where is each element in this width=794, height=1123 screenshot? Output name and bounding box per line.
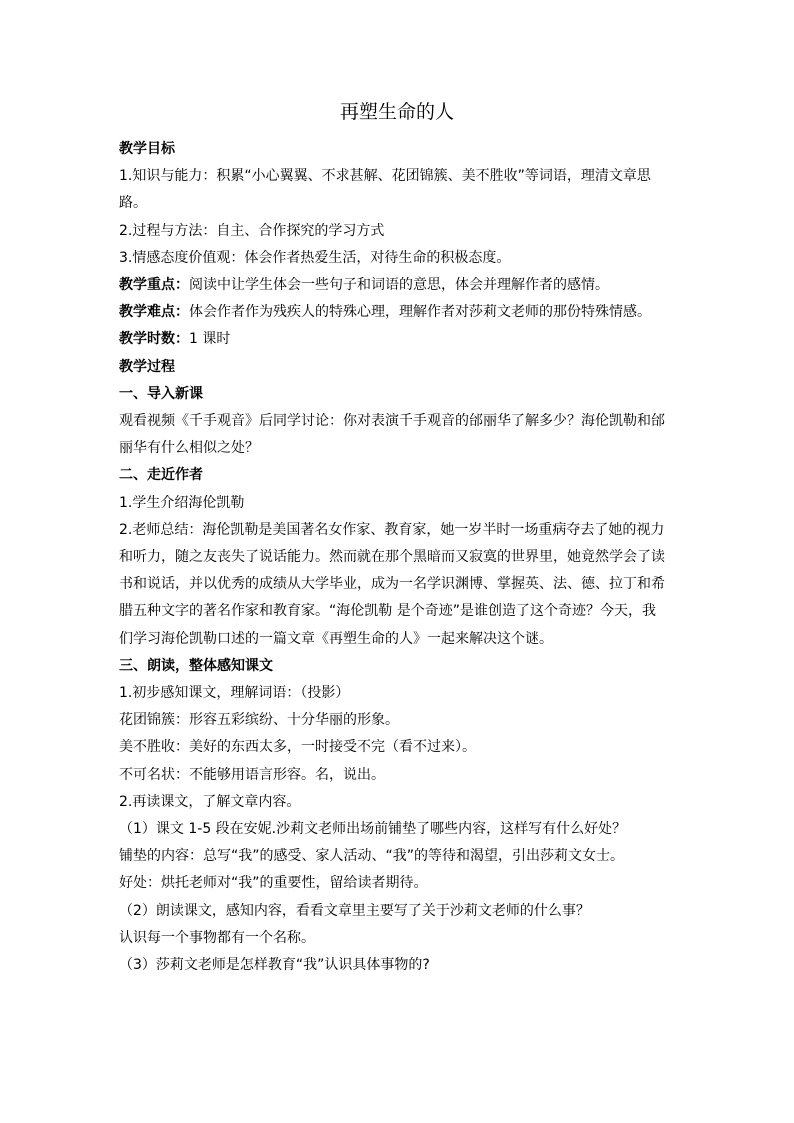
paragraph-line: （3）莎莉文老师是怎样教育“我”认识具体事物的? [119,957,430,974]
paragraph-line: 2.老师总结：海伦凯勒是美国著名女作家、教育家，她一岁半时一场重病夺去了她的视力 [119,521,665,538]
paragraph-line: 观看视频《千手观音》后同学讨论：你对表演千手观音的邰丽华了解多少？海伦凯勒和邰 [119,413,665,430]
heading-text: 一、导入新课 [119,385,203,402]
paragraph-text: 1 课时 [189,331,231,348]
heading-text: 教学目标 [119,141,175,157]
labeled-paragraph [119,326,679,353]
heading-text: 教学过程 [119,358,175,375]
paragraph-line: 丽华有什么相似之处？ [119,440,259,457]
paragraph-line: 书和说话，并以优秀的成绩从大学毕业，成为一名学识渊博、掌握英、法、德、拉丁和希 [119,576,665,593]
labeled-paragraph [119,272,679,299]
heading-text: 二、走近作者 [119,467,203,484]
paragraph-line: 和听力，随之友丧失了说话能力。然而就在那个黑暗而又寂寞的世界里，她竟然学会了读 [119,549,665,566]
paragraph-line: 2.过程与方法：自主、合作探究的学习方式 [119,222,385,239]
paragraph-line: 2.再读课文，了解文章内容。 [119,793,301,810]
paragraph-line: 1.初步感知课文，理解词语：（投影） [119,685,350,702]
paragraph-label: 教学重点： [119,277,189,294]
paragraph-line: （1）课文 1-5 段在安妮.沙莉文老师出场前铺垫了哪些内容，这样写有什么好处？ [119,821,627,838]
document-title: 再塑生命的人 [339,101,454,123]
paragraph-line: （2）朗读课文，感知内容，看看文章里主要写了关于沙莉文老师的什么事？ [119,902,590,919]
paragraph-label: 教学难点： [119,304,189,321]
paragraph-line: 1.知识与能力：积累“小心翼翼、不求甚解、花团锦簇、美不胜收”等词语，理清文章思 [119,168,651,185]
section-heading [119,462,679,489]
paragraph-line: 认识每一个事物都有一个名称。 [119,929,315,946]
paragraph-label: 教学时数： [119,331,189,348]
paragraph-line: 1.学生介绍海伦凯勒 [119,494,245,511]
section-heading [119,381,679,408]
paragraph-line: 3.情感态度价值观：体会作者热爱生活，对待生命的积极态度。 [119,249,511,266]
heading-text: 三、朗读，整体感知课文 [119,657,273,674]
labeled-paragraph [119,299,679,326]
section-heading [119,136,679,163]
paragraph-line: 们学习海伦凯勒口述的一篇文章《再塑生命的人》一起来解决这个谜。 [119,630,553,647]
document-body [119,136,679,979]
paragraph-line: 腊五种文字的著名作家和教育家。“海伦凯勒 是个奇迹”是谁创造了这个奇迹？今天，我 [119,603,656,620]
paragraph-line: 路。 [119,195,147,212]
paragraph-line: 不可名状：不能够用语言形容。名，说出。 [119,766,385,783]
section-heading [119,653,679,680]
section-heading [119,354,679,381]
paragraph-text: 体会作者作为残疾人的特殊心理，理解作者对莎莉文老师的那份特殊情感。 [189,304,651,321]
paragraph-line: 好处：烘托老师对“我”的重要性，留给读者期待。 [119,875,428,892]
paragraph-line: 铺垫的内容：总写“我”的感受、家人活动、“我”的等待和渴望，引出莎莉文女士。 [119,848,625,865]
paragraph-text: 阅读中让学生体会一些句子和词语的意思，体会并理解作者的感情。 [189,277,609,294]
paragraph-line: 花团锦簇：形容五彩缤纷、十分华丽的形象。 [119,712,399,729]
paragraph-line: 美不胜收：美好的东西太多，一时接受不完（看不过来）。 [119,739,476,756]
